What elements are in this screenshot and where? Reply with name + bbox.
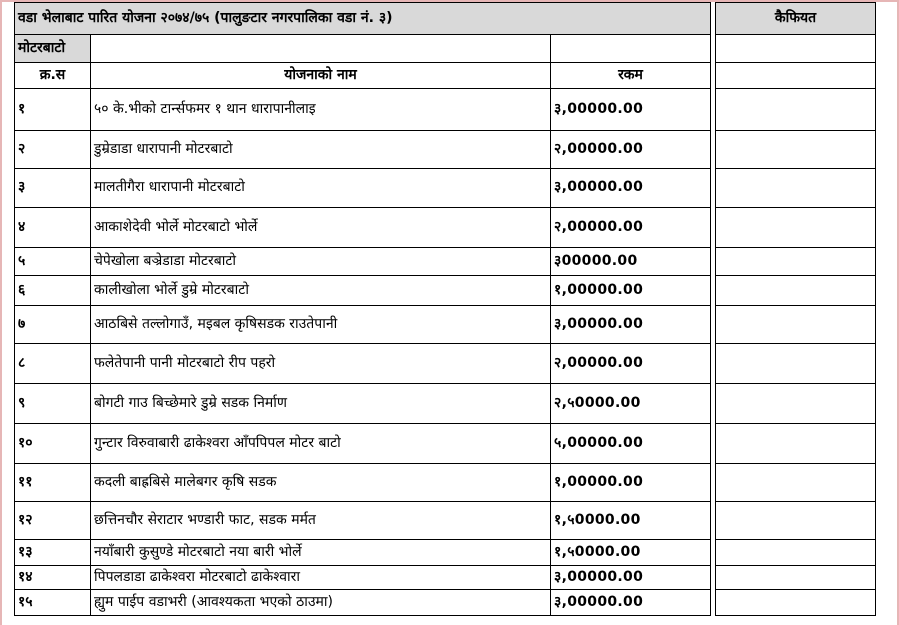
table-row <box>15 566 876 590</box>
project-name-cell: छत्तिनचौर सेराटार भण्डारी फाट, सडक मर्मत <box>91 502 551 540</box>
project-name-cell: आकाशेदेवी भोर्ले मोटरबाटो भोर्ले <box>91 208 551 248</box>
table-row <box>15 424 876 464</box>
projects-table <box>14 2 876 616</box>
amount-cell: ३,00000.00 <box>551 169 711 208</box>
table-row <box>15 248 876 276</box>
project-name-cell: डुम्रेडाडा धारापानी मोटरबाटो <box>91 131 551 169</box>
serial-number-cell: १५ <box>15 590 91 616</box>
amount-cell: २,00000.00 <box>551 344 711 384</box>
amount-cell: ३,00000.00 <box>551 306 711 344</box>
project-name-cell: कदली बाह्रबिसे मालेबगर कृषि सडक <box>91 464 551 502</box>
table-row <box>15 464 876 502</box>
project-name-column-header: योजनाको नाम <box>91 63 551 89</box>
remarks-cell <box>716 344 876 384</box>
remarks-cell <box>716 464 876 502</box>
amount-cell: ३00000.00 <box>551 248 711 276</box>
amount-cell: २,00000.00 <box>551 208 711 248</box>
remarks-header: कैफियत <box>716 3 876 35</box>
serial-number-cell: ३ <box>15 169 91 208</box>
remarks-cell <box>716 566 876 590</box>
project-name-cell: गुन्टार विरुवाबारी ढाकेश्वरा आँपपिपल मोटर बाटो <box>91 424 551 464</box>
table-row <box>15 276 876 306</box>
remarks-cell <box>716 89 876 131</box>
remarks-cell <box>716 276 876 306</box>
remarks-cell <box>716 540 876 566</box>
project-name-cell: ५० के.भीको टार्न्सफमर १ थान धारापानीलाइ <box>91 89 551 131</box>
project-name-cell: नयाँबारी कुसुण्डे मोटरबाटो नया बारी भोर्ले <box>91 540 551 566</box>
serial-number-cell: ७ <box>15 306 91 344</box>
serial-number-cell: १ <box>15 89 91 131</box>
amount-cell: १,00000.00 <box>551 276 711 306</box>
amount-column-header: रकम <box>551 63 711 89</box>
table-row <box>15 502 876 540</box>
remarks-cell <box>716 169 876 208</box>
column-header-row <box>15 63 876 89</box>
window-left-border <box>0 0 2 625</box>
title-row <box>15 3 876 35</box>
remarks-cell <box>716 502 876 540</box>
remarks-cell <box>716 424 876 464</box>
project-name-cell: आठबिसे तल्लोगाउँ, मइबल कृषिसडक राउतेपानी <box>91 306 551 344</box>
serial-number-cell: १३ <box>15 540 91 566</box>
serial-number-cell: १२ <box>15 502 91 540</box>
remarks-cell <box>716 306 876 344</box>
table-row <box>15 169 876 208</box>
remarks-column-cell <box>716 63 876 89</box>
serial-number-cell: ११ <box>15 464 91 502</box>
table-row <box>15 208 876 248</box>
serial-number-cell: २ <box>15 131 91 169</box>
serial-number-cell: ६ <box>15 276 91 306</box>
table-row <box>15 384 876 424</box>
amount-cell: १,00000.00 <box>551 464 711 502</box>
remarks-cell <box>716 248 876 276</box>
amount-cell: ३,00000.00 <box>551 590 711 616</box>
section-empty-cell <box>91 35 551 63</box>
project-name-cell: चेपेखोला बञ्रेडाडा मोटरबाटो <box>91 248 551 276</box>
project-name-cell: ह्युम पाईप वडाभरी (आवश्यकता भएको ठाउमा) <box>91 590 551 616</box>
serial-number-cell: ५ <box>15 248 91 276</box>
section-row <box>15 35 876 63</box>
project-name-cell: बोगटी गाउ बिच्छेमारे डुम्रे सडक निर्माण <box>91 384 551 424</box>
amount-cell: १,५0000.00 <box>551 540 711 566</box>
remarks-cell <box>716 384 876 424</box>
amount-cell: २,५0000.00 <box>551 384 711 424</box>
table-row <box>15 540 876 566</box>
section-empty-cell <box>716 35 876 63</box>
serial-number-cell: ९ <box>15 384 91 424</box>
serial-number-cell: ८ <box>15 344 91 384</box>
project-name-cell: पिपलडाडा ढाकेश्वरा मोटरबाटो ढाकेश्वारा <box>91 566 551 590</box>
amount-cell: १,५0000.00 <box>551 502 711 540</box>
serial-number-cell: १० <box>15 424 91 464</box>
serial-number-cell: १४ <box>15 566 91 590</box>
section-label: मोटरबाटो <box>15 35 91 63</box>
serial-column-header: क्र.स <box>15 63 91 89</box>
sheet-title: वडा भेलाबाट पारित योजना २०७४/७५ (पालुङटार नगरपालिका वडा नं. ३) <box>15 3 711 35</box>
project-name-cell: फलेतेपानी पानी मोटरबाटो रीप पहरो <box>91 344 551 384</box>
amount-cell: ३,00000.00 <box>551 89 711 131</box>
table-row <box>15 590 876 616</box>
table-row <box>15 344 876 384</box>
remarks-cell <box>716 590 876 616</box>
table-row <box>15 306 876 344</box>
serial-number-cell: ४ <box>15 208 91 248</box>
section-empty-cell <box>551 35 711 63</box>
amount-cell: ५,00000.00 <box>551 424 711 464</box>
project-name-cell: मालतीगैरा धारापानी मोटरबाटो <box>91 169 551 208</box>
table-row <box>15 131 876 169</box>
table-row <box>15 89 876 131</box>
remarks-cell <box>716 208 876 248</box>
remarks-cell <box>716 131 876 169</box>
amount-cell: २,00000.00 <box>551 131 711 169</box>
project-name-cell: कालीखोला भोर्ले डुम्रे मोटरबाटो <box>91 276 551 306</box>
amount-cell: ३,00000.00 <box>551 566 711 590</box>
